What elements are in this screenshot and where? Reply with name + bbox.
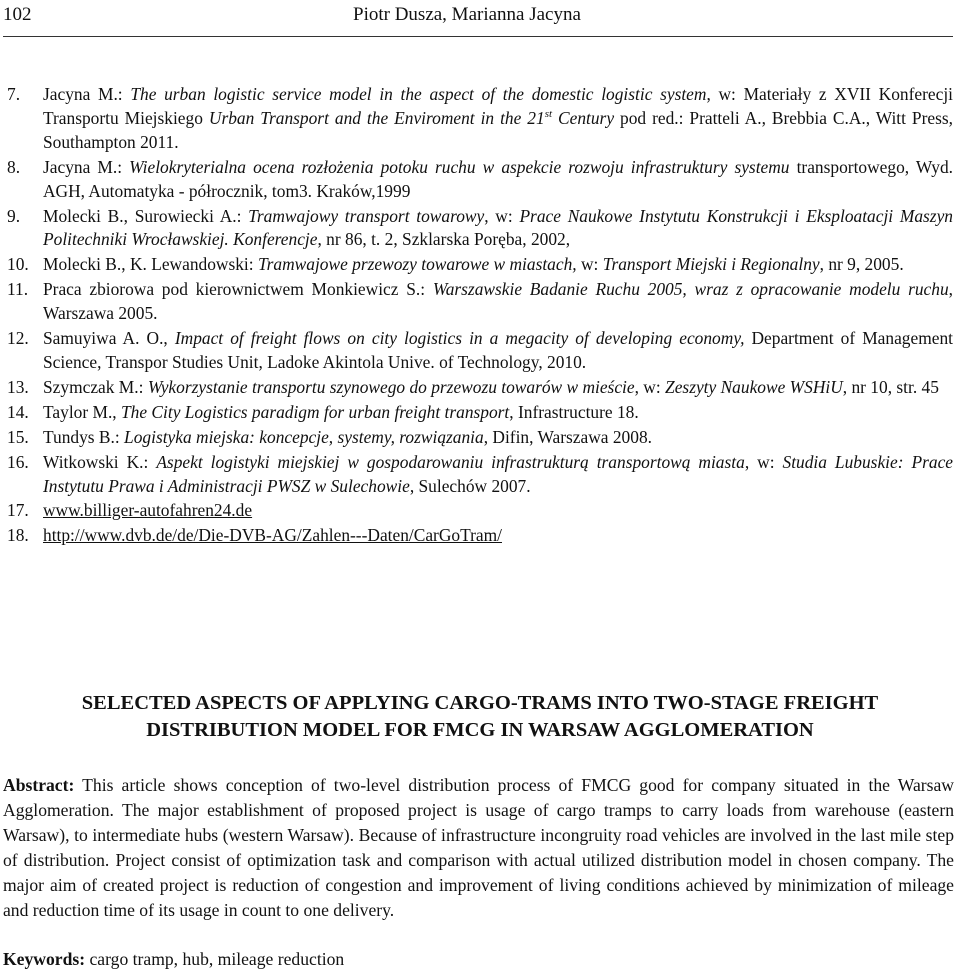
reference-number: 11. [7, 279, 29, 300]
reference-text: , Infrastructure 18. [509, 401, 639, 422]
reference-text: Jacyna M.: [43, 156, 130, 177]
running-header [3, 4, 953, 28]
abstract-label: Abstract: [3, 775, 75, 795]
reference-italic-text: Tramwajowe przewozy towarowe w miastach, [257, 254, 577, 275]
reference-number: 14. [7, 401, 29, 422]
paper-title [0, 690, 960, 744]
running-header-authors: Piotr Dusza, Marianna Jacyna [353, 4, 581, 25]
reference-number: 12. [7, 328, 29, 349]
reference-italic-text: Transport Miejski i Regionalny [602, 254, 820, 275]
reference-text: Samuyiwa A. O., [43, 328, 175, 349]
reference-item [7, 401, 953, 425]
reference-text: Witkowski K.: [43, 451, 157, 472]
reference-text: Szymczak M.: [43, 376, 148, 397]
reference-text: , Difin, Warszawa 2008. [483, 426, 652, 447]
reference-text: Department of Management Science, Transpor Studies Unit, Ladoke Akintola Unive. of Technology, 2010. [43, 328, 953, 372]
paper-title-line-1: SELECTED ASPECTS OF APPLYING CARGO-TRAMS INTO TWO-STAGE FREIGHT [81, 692, 879, 714]
reference-text: , nr 86, t. 2, Szklarska Poręba, 2002, [317, 229, 571, 250]
reference-italic-text: Tramwajowy transport towarowy [248, 205, 485, 226]
reference-item [7, 156, 953, 204]
paper-title-line-2: DISTRIBUTION MODEL FOR FMCG IN WARSAW AGGLOMERATION [146, 719, 814, 741]
reference-text: , nr 9, 2005. [819, 254, 904, 275]
reference-italic-text: Urban Transport and the Enviroment in the 21 [208, 107, 545, 128]
reference-italic-text: Wykorzystanie transportu szynowego do przewozu towarów w mieście [147, 376, 635, 397]
reference-text: transportowego, Wyd. AGH, Automatyka - półrocznik, tom3. Kraków,1999 [43, 156, 953, 201]
reference-text: Molecki B., K. Lewandowski: [43, 254, 258, 275]
reference-text: , w: Materiały z XVII Konferecji Transportu Miejskiego [43, 84, 953, 128]
abstract-text: This article shows conception of two-level distribution process of FMCG good for company situated in the Warsaw Agglomeration. The major establishment of proposed project is usage of cargo tramps to carry loads from warehouse (eastern Warsaw), to intermediate hubs (western Warsaw). Because of infrastructure incongruity road vehicles are involved in the last mile step of distribution. Project consist of optimization task and comparison with actual utilized distribution model in chosen company. The major aim of created project is reduction of congestion and improvement of living conditions achieved by minimization of mileage and reduction time of its usage in count to one delivery. [3, 775, 954, 920]
reference-link[interactable]: http://www.dvb.de/de/Die-DVB-AG/Zahlen---Daten/CarGoTram/ [43, 525, 502, 546]
reference-text: , Warszawa 2005. [43, 279, 954, 324]
reference-item [7, 524, 953, 548]
keywords-text: cargo tramp, hub, mileage reduction [85, 949, 345, 969]
reference-text: Jacyna M.: [43, 84, 131, 104]
reference-item [7, 451, 953, 499]
keywords [3, 947, 954, 971]
reference-number: 9. [7, 205, 21, 226]
reference-text: , nr 10, str. 45 [842, 376, 939, 397]
reference-text: Molecki B., Surowiecki A.: [43, 205, 249, 226]
reference-italic-text: Studia Lubuskie: Prace Instytutu Prawa i Administracji PWSZ w Sulechowie [43, 451, 954, 496]
reference-list [7, 83, 953, 549]
reference-number: 18. [7, 525, 29, 546]
reference-item [7, 253, 953, 277]
reference-number: 8. [7, 156, 21, 177]
reference-item [7, 376, 953, 400]
reference-number: 13. [7, 376, 29, 397]
reference-number: 15. [7, 426, 29, 447]
reference-text: Tundys B.: [43, 426, 125, 447]
header-rule [3, 36, 953, 37]
reference-italic-text: Aspekt logistyki miejskiej w gospodarowaniu infrastrukturą transportową miasta [156, 451, 745, 472]
reference-italic-text: Century [552, 107, 615, 128]
reference-item [7, 426, 953, 450]
reference-text: , w: [634, 376, 666, 397]
reference-text: Taylor M., [43, 401, 121, 422]
reference-text: , w: [744, 451, 783, 472]
reference-number: 17. [7, 500, 29, 521]
reference-italic-text: The City Logistics paradigm for urban freight transport [121, 401, 510, 422]
reference-text: pod red.: Pratteli A., Brebbia C.A., Witt Press, Southampton 2011. [43, 107, 954, 152]
reference-italic-text: Warszawskie Badanie Ruchu 2005, wraz z opracowanie modelu ruchu [432, 279, 949, 300]
reference-item [7, 499, 953, 523]
reference-text: Praca zbiorowa pod kierownictwem Monkiewicz S.: [43, 279, 433, 300]
reference-italic-text: Prace Naukowe Instytutu Konstrukcji i Eksploatacji Maszyn Politechniki Wrocławskiej. Konferencje [43, 205, 953, 250]
keywords-label: Keywords: [3, 949, 86, 969]
reference-link[interactable]: www.billiger-autofahren24.de [43, 500, 253, 521]
reference-text: , Sulechów 2007. [409, 475, 531, 496]
reference-italic-text: Wielokryterialna ocena rozłożenia potoku ruchu w aspekcie rozwoju infrastruktury systemu [129, 156, 790, 177]
reference-italic-text: Impact of freight flows on city logistics in a megacity of developing economy, [174, 328, 745, 349]
abstract [3, 773, 954, 922]
reference-number: 7. [7, 84, 21, 104]
reference-italic-text: Zeszyty Naukowe WSHiU [665, 376, 843, 397]
reference-item [7, 205, 953, 253]
page-number: 102 [3, 4, 32, 25]
reference-italic-text: The urban logistic service model in the aspect of the domestic logistic system [130, 84, 707, 104]
reference-item [7, 327, 953, 375]
reference-number: 10. [7, 254, 29, 275]
reference-superscript: st [544, 108, 553, 121]
reference-item [7, 83, 953, 155]
reference-text: w: [576, 254, 603, 275]
reference-item [7, 278, 953, 326]
reference-italic-text: Logistyka miejska: koncepcje, systemy, rozwiązania [124, 426, 484, 447]
reference-text: , w: [484, 205, 520, 226]
reference-number: 16. [7, 451, 29, 472]
